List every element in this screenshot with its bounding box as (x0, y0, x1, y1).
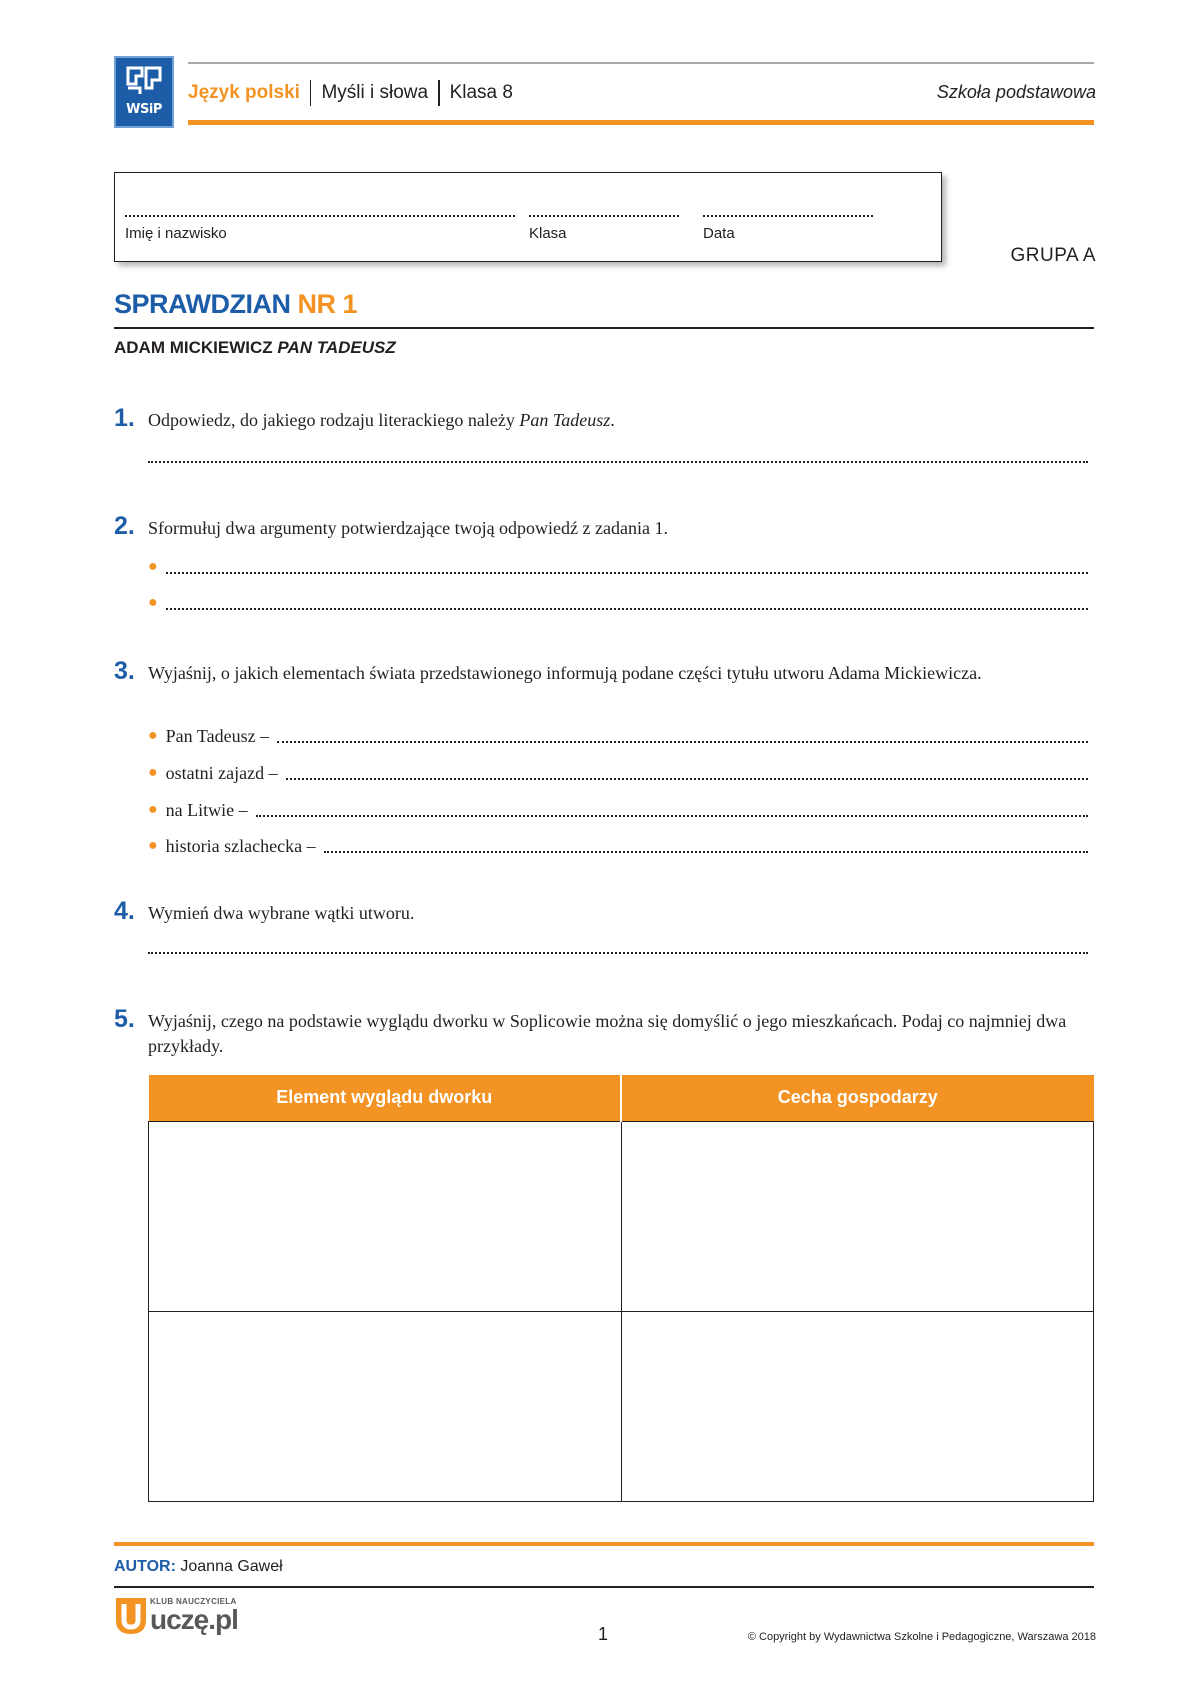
question-3-number: 3. (114, 657, 135, 685)
table-row (149, 1121, 1094, 1311)
question-4-number: 4. (114, 897, 135, 925)
ucze-pl-logo (114, 1596, 264, 1646)
date-field[interactable] (703, 215, 873, 242)
column-header-trait: Cecha gospodarzy (621, 1075, 1094, 1121)
answer-dotted-line[interactable] (286, 778, 1088, 780)
student-info-box (114, 172, 942, 262)
answer-dotted-line[interactable] (324, 851, 1088, 853)
question-3-text: Wyjaśnij, o jakich elementach świata przedstawionego informują podane części tytułu utworu Adama Mickiewicza. (148, 663, 982, 683)
answer-dotted-line[interactable] (256, 815, 1088, 817)
author-credit (114, 1558, 283, 1576)
question-4-text: Wymień dwa wybrane wątki utworu. (148, 903, 415, 923)
table-cell[interactable] (149, 1311, 622, 1501)
question-3-item-3[interactable] (148, 799, 1088, 821)
header-separator (438, 80, 440, 106)
date-label: Data (703, 225, 735, 242)
bullet-icon: ● (148, 801, 158, 818)
question-2-answer-2[interactable] (148, 592, 1088, 614)
copyright-notice: © Copyright by Wydawnictwa Szkolne i Pedagogiczne, Warszawa 2018 (747, 1631, 1096, 1643)
subtitle-work: PAN TADEUSZ (277, 338, 396, 357)
table-header-row (149, 1075, 1094, 1121)
footer-divider (114, 1586, 1094, 1588)
question-3-item-1[interactable] (148, 725, 1088, 747)
item-label: Pan Tadeusz – (165, 726, 270, 746)
answer-dotted-line[interactable] (166, 572, 1088, 574)
answer-dotted-line[interactable] (166, 608, 1088, 610)
group-label: GRUPA A (1010, 245, 1096, 266)
question-1-period: . (610, 410, 615, 430)
bullet-icon: ● (148, 594, 158, 611)
subtitle-author: ADAM MICKIEWICZ (114, 338, 273, 357)
logo-brand: uczę.pl (150, 1604, 238, 1635)
question-1-work-title: Pan Tadeusz (519, 410, 611, 430)
series-name: Myśli i słowa (321, 82, 429, 103)
question-4-answer-line[interactable] (148, 952, 1088, 954)
question-1-number: 1. (114, 404, 135, 432)
footer-accent-bar (114, 1542, 1094, 1546)
grade-label: Klasa 8 (449, 82, 513, 103)
name-label: Imię i nazwisko (125, 225, 227, 242)
item-label: historia szlachecka – (165, 836, 316, 856)
shield-u-icon (114, 1596, 148, 1636)
subject-name: Język polski (188, 82, 300, 103)
publisher-logo-icon (126, 66, 162, 96)
class-field[interactable] (529, 215, 679, 242)
header-separator (310, 80, 312, 106)
question-3-item-4[interactable] (148, 835, 1088, 857)
author-name: Joanna Gaweł (180, 1558, 283, 1575)
question-2-number: 2. (114, 512, 135, 540)
answer-table (148, 1075, 1094, 1502)
author-label: AUTOR: (114, 1558, 176, 1575)
wsip-logo (114, 56, 174, 128)
question-2-answer-1[interactable] (148, 556, 1088, 578)
bullet-icon: ● (148, 727, 158, 744)
header-title (188, 80, 513, 106)
table-cell[interactable] (621, 1121, 1094, 1311)
school-level: Szkoła podstawowa (936, 82, 1096, 102)
question-5-text: Wyjaśnij, czego na podstawie wyglądu dworku w Soplicowie można się domyślić o jego mieszkańcach. Podaj co najmniej dwa przykłady. (148, 1011, 1067, 1056)
table-cell[interactable] (621, 1311, 1094, 1501)
test-title-number: NR 1 (297, 289, 358, 319)
title-divider (114, 327, 1094, 329)
class-label: Klasa (529, 225, 567, 242)
table-cell[interactable] (149, 1121, 622, 1311)
class-dotted-line[interactable] (529, 215, 679, 217)
question-1-prompt: Odpowiedz, do jakiego rodzaju literackiego należy (148, 410, 515, 430)
test-title (114, 289, 357, 320)
question-1-answer-line[interactable] (148, 461, 1088, 463)
question-3-item-2[interactable] (148, 762, 1088, 784)
question-1-text (148, 408, 1088, 433)
logo-text: WSiP (126, 102, 162, 117)
answer-dotted-line[interactable] (277, 741, 1088, 743)
item-label: ostatni zajazd – (165, 763, 278, 783)
name-field[interactable] (125, 215, 515, 242)
bullet-icon: ● (148, 837, 158, 854)
test-title-main: SPRAWDZIAN (114, 289, 291, 319)
header-divider (188, 62, 1094, 64)
bullet-icon: ● (148, 558, 158, 575)
name-dotted-line[interactable] (125, 215, 515, 217)
bullet-icon: ● (148, 764, 158, 781)
question-2-text: Sformułuj dwa argumenty potwierdzające twoją odpowiedź z zadania 1. (148, 518, 668, 538)
date-dotted-line[interactable] (703, 215, 873, 217)
logo-tagline: KLUB NAUCZYCIELA (150, 1597, 237, 1606)
page-number: 1 (598, 1624, 609, 1644)
question-5-number: 5. (114, 1005, 135, 1033)
test-subtitle (114, 338, 396, 358)
table-row (149, 1311, 1094, 1501)
item-label: na Litwie – (165, 800, 248, 820)
header-accent-bar (188, 120, 1094, 125)
column-header-element: Element wyglądu dworku (149, 1075, 622, 1121)
